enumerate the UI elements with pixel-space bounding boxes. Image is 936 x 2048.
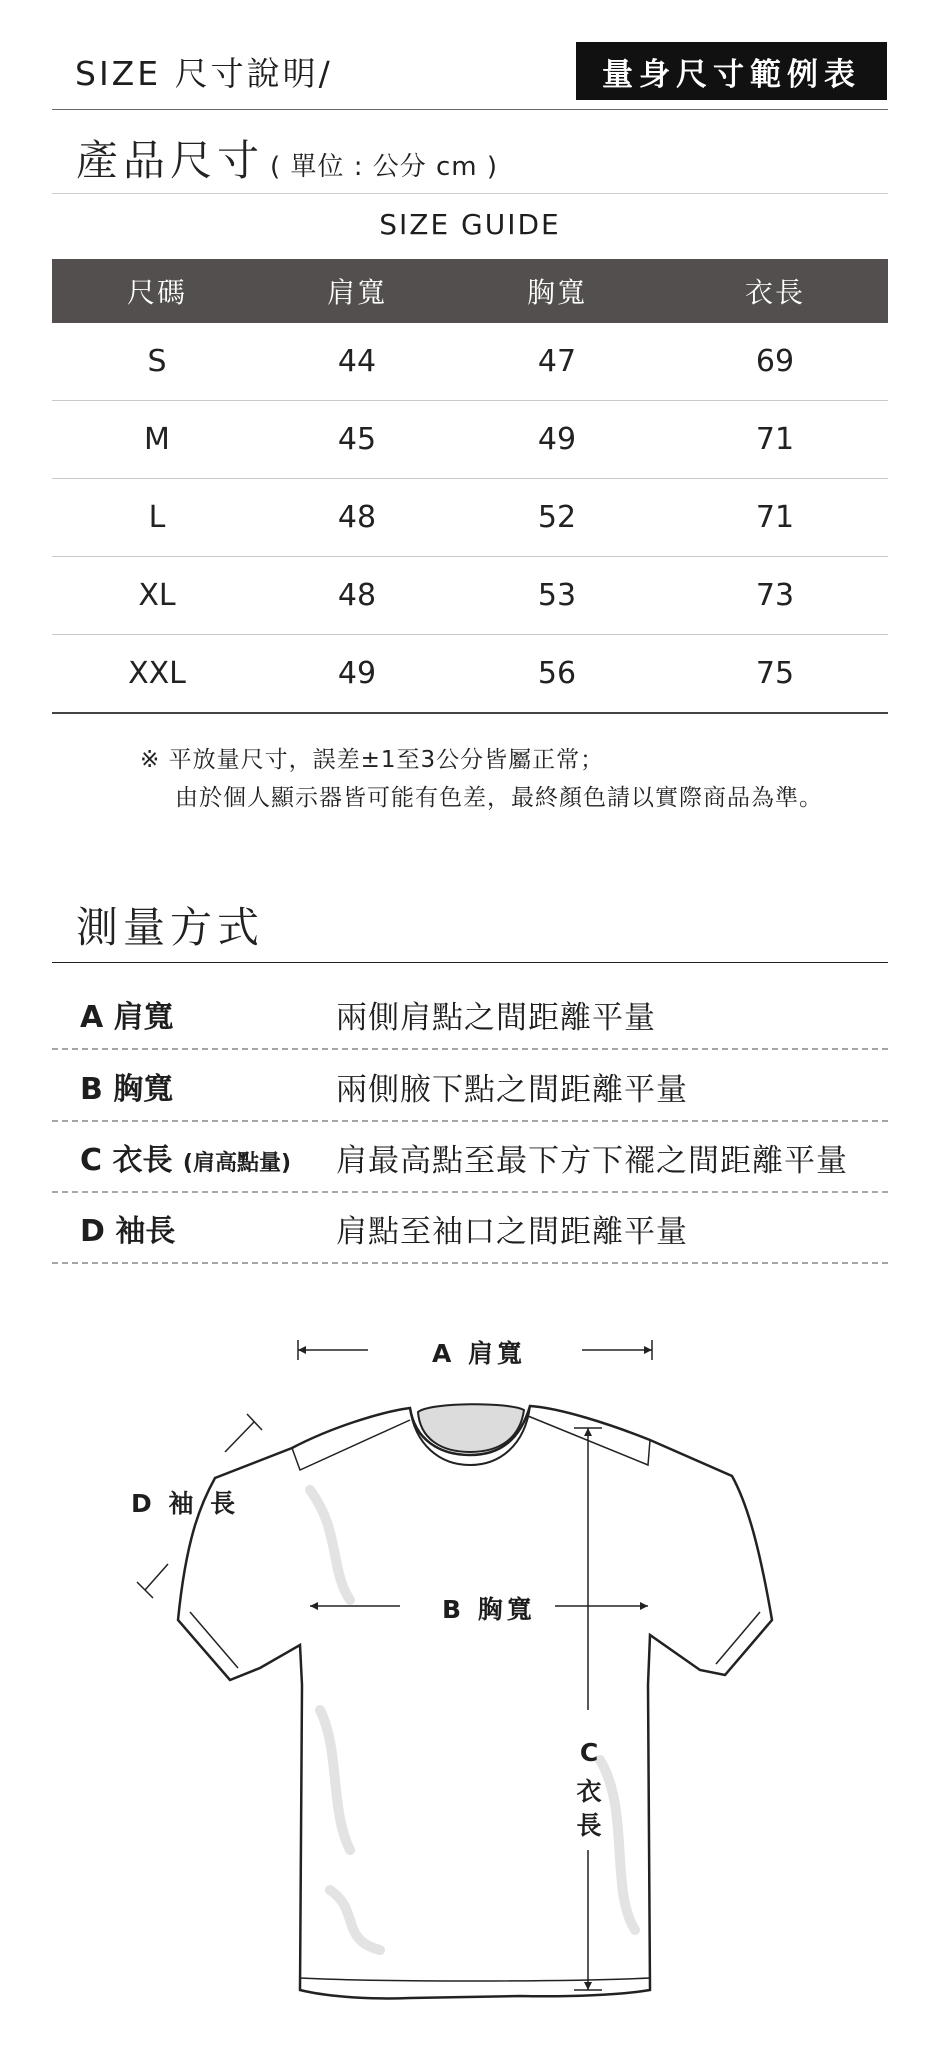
sleeve-label: D 袖 長 [131, 1489, 240, 1518]
measure-desc: 肩最高點至最下方下襬之間距離平量 [336, 1143, 848, 1179]
table-row [52, 635, 888, 714]
measure-item-c [52, 1121, 888, 1193]
cell-shoulder: 48 [337, 578, 377, 613]
table-row [52, 401, 888, 479]
table-row [52, 323, 888, 401]
cell-shoulder: 48 [337, 500, 377, 535]
measure-label-sub: (肩高點量) [182, 1151, 292, 1176]
cell-length: 71 [755, 422, 795, 457]
column-header-shoulder: 肩寬 [326, 276, 387, 309]
measure-desc: 肩點至袖口之間距離平量 [336, 1214, 688, 1250]
cell-size: L [148, 500, 166, 535]
table-row [52, 479, 888, 557]
product-divider [52, 193, 888, 194]
length-label-letter: C [579, 1738, 599, 1767]
header-divider [52, 109, 888, 110]
cell-chest: 53 [537, 578, 577, 613]
page-header-title: SIZE 尺寸說明/ [75, 54, 333, 93]
cell-shoulder: 44 [337, 344, 377, 379]
sleeve-arrow-bottom [145, 1564, 168, 1590]
cell-size: S [147, 344, 167, 379]
chest-label: B 胸寬 [442, 1595, 536, 1624]
product-size-title [76, 128, 498, 188]
cell-length: 71 [755, 500, 795, 535]
cell-size: XL [138, 578, 176, 613]
measure-item-a [52, 978, 888, 1050]
size-example-badge: 量身尺寸範例表 [576, 42, 887, 100]
column-header-size: 尺碼 [126, 276, 187, 309]
cell-chest: 56 [537, 656, 577, 691]
measure-label: A 肩寬 [80, 1000, 174, 1035]
length-label-char2: 長 [576, 1811, 602, 1840]
note-tolerance: ※ 平放量尺寸，誤差±1至3公分皆屬正常； [140, 747, 605, 773]
tshirt-illustration [0, 1290, 936, 2030]
cell-chest: 49 [537, 422, 577, 457]
cell-length: 75 [755, 656, 795, 691]
note-color: 由於個人顯示器皆可能有色差，最終顏色請以實際商品為準。 [175, 785, 823, 811]
column-header-length: 衣長 [744, 276, 805, 309]
measure-label-group [80, 1135, 291, 1179]
measure-desc: 兩側肩點之間距離平量 [336, 1000, 656, 1036]
measure-label: B 胸寬 [80, 1072, 174, 1107]
table-row [52, 557, 888, 635]
unit-label: ( 單位 : 公分 cm ) [270, 152, 499, 182]
measure-label: D 袖長 [80, 1214, 176, 1249]
cell-size: M [144, 422, 170, 457]
measure-item-b [52, 1050, 888, 1122]
cell-chest: 52 [537, 500, 577, 535]
column-header-chest: 胸寬 [526, 276, 587, 309]
cell-size: XXL [128, 656, 186, 691]
tshirt-diagram [0, 1290, 936, 2030]
measure-label: C 衣長 [80, 1143, 173, 1178]
length-label-char1: 衣 [576, 1777, 602, 1806]
cell-shoulder: 45 [337, 422, 377, 457]
size-guide-caption: SIZE GUIDE [379, 208, 561, 241]
measure-item-d [52, 1192, 888, 1264]
size-table [52, 259, 888, 714]
cell-length: 73 [755, 578, 795, 613]
cell-shoulder: 49 [337, 656, 377, 691]
measure-divider [52, 962, 888, 963]
tshirt-body-icon [178, 1406, 772, 1998]
cell-length: 69 [755, 344, 795, 379]
product-size-heading: 產品尺寸 [76, 136, 265, 185]
sleeve-arrow-top [225, 1422, 254, 1452]
cell-chest: 47 [537, 344, 577, 379]
measure-desc: 兩側腋下點之間距離平量 [336, 1072, 688, 1108]
shoulder-label: A 肩寬 [432, 1339, 527, 1368]
measure-title: 測量方式 [76, 903, 265, 952]
table-header [52, 259, 888, 323]
